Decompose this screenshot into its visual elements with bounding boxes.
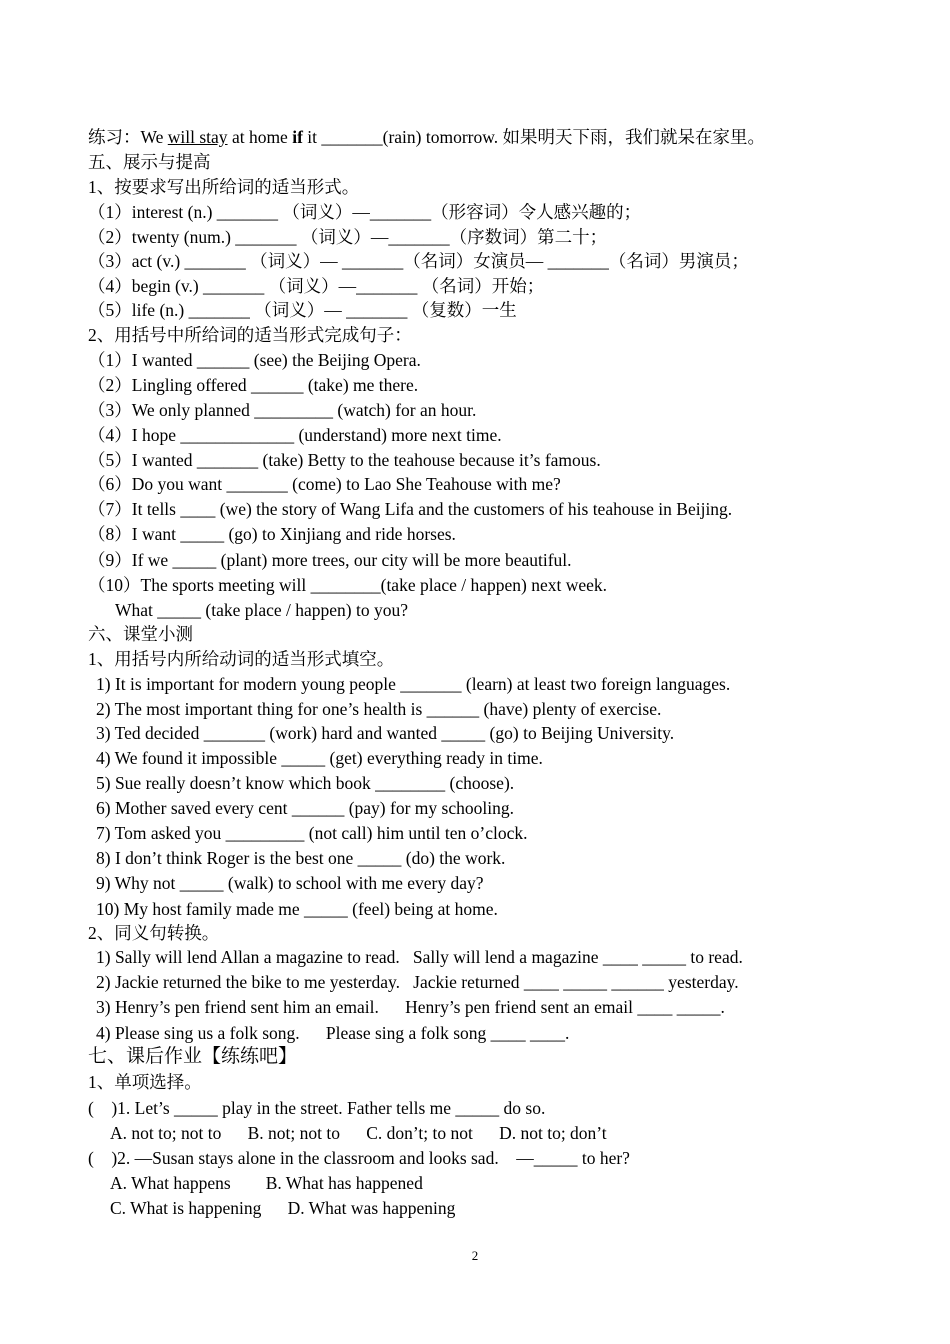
section-7-part-1-title: 1、单项选择。: [88, 1072, 202, 1092]
quiz-item: 7) Tom asked you _________ (not call) him until ten o’clock.: [96, 823, 528, 843]
quiz-item: 3) Ted decided _______ (work) hard and wanted _____ (go) to Beijing University.: [96, 723, 675, 743]
paraphrase-item: 2) Jackie returned the bike to me yesterday. Jackie returned ____ _____ ______ yesterday.: [96, 972, 739, 992]
quiz-item: 5) Sue really doesn’t know which book ________ (choose).: [96, 773, 515, 793]
sentence-item: （8）I want _____ (go) to Xinjiang and ride horses.: [88, 524, 456, 544]
sentence-item: （5）I wanted _______ (take) Betty to the teahouse because it’s famous.: [88, 450, 601, 470]
sentence-item-continued: What _____ (take place / happen) to you?: [115, 600, 409, 620]
sentence-item: （9）If we _____ (plant) more trees, our city will be more beautiful.: [88, 550, 572, 570]
section-6-part-1-title: 1、用括号内所给动词的适当形式填空。: [88, 649, 395, 669]
word-form-item: （1）interest (n.) _______ （词义）—_______（形容词）令人感兴趣的；: [88, 202, 642, 222]
section-5-part-1-title: 1、按要求写出所给词的适当形式。: [88, 177, 360, 197]
sentence-item: （4）I hope _____________ (understand) more next time.: [88, 425, 502, 445]
underlined-will-stay: will stay: [167, 127, 228, 147]
practice-mid: at home: [227, 127, 293, 147]
mc-question-2-options-row-2: C. What is happening D. What was happening: [110, 1198, 456, 1218]
sentence-item: （2）Lingling offered ______ (take) me there.: [88, 375, 419, 395]
mc-question-1-options: A. not to; not to B. not; not to C. don’t; to not D. not to; don’t: [110, 1123, 607, 1143]
quiz-item: 10) My host family made me _____ (feel) being at home.: [96, 899, 498, 919]
word-form-item: （3）act (v.) _______ （词义）— _______（名词）女演员— _______（名词）男演员；: [88, 251, 749, 271]
quiz-item: 8) I don’t think Roger is the best one _____ (do) the work.: [96, 848, 506, 868]
section-5-part-2-title: 2、用括号中所给词的适当形式完成句子：: [88, 325, 412, 345]
word-form-item: （5）life (n.) _______ （词义）— _______ （复数）一生: [88, 300, 517, 320]
mc-question-2-options-row-1: A. What happens B. What has happened: [110, 1173, 423, 1193]
paraphrase-item: 4) Please sing us a folk song. Please sing a folk song ____ ____.: [96, 1023, 570, 1043]
quiz-item: 4) We found it impossible _____ (get) everything ready in time.: [96, 748, 543, 768]
mc-question-1: ( )1. Let’s _____ play in the street. Father tells me _____ do so.: [88, 1098, 546, 1118]
section-7-title: 七、课后作业【练练吧】: [88, 1046, 298, 1067]
quiz-item: 9) Why not _____ (walk) to school with me every day?: [96, 873, 484, 893]
word-form-item: （2）twenty (num.) _______ （词义）—_______（序数词）第二十；: [88, 227, 608, 247]
bold-if: if: [292, 127, 303, 147]
paraphrase-item: 1) Sally will lend Allan a magazine to read. Sally will lend a magazine ____ _____ to read.: [96, 947, 743, 967]
paraphrase-item: 3) Henry’s pen friend sent him an email. Henry’s pen friend sent an email ____ _____.: [96, 997, 725, 1017]
sentence-item: （3）We only planned _________ (watch) for an hour.: [88, 400, 477, 420]
word-form-item: （4）begin (v.) _______ （词义）—_______ （名词）开始；: [88, 276, 545, 296]
quiz-item: 1) It is important for modern young people _______ (learn) at least two foreign languages.: [96, 674, 731, 694]
section-6-part-2-title: 2、同义句转换。: [88, 923, 220, 943]
practice-rest: it _______(rain) tomorrow. 如果明天下雨，我们就呆在家里。: [302, 127, 765, 147]
practice-label: 练习：We: [88, 127, 168, 147]
mc-question-2: ( )2. —Susan stays alone in the classroom and looks sad. —_____ to her?: [88, 1148, 630, 1168]
sentence-item: （7）It tells ____ (we) the story of Wang Lifa and the customers of his teahouse in Beijing.: [88, 499, 733, 519]
sentence-item: （6）Do you want _______ (come) to Lao She Teahouse with me?: [88, 474, 561, 494]
page-number: 2: [471, 1248, 479, 1263]
practice-line: [88, 125, 765, 149]
sentence-item: （1）I wanted ______ (see) the Beijing Opera.: [88, 350, 421, 370]
quiz-item: 2) The most important thing for one’s health is ______ (have) plenty of exercise.: [96, 699, 662, 719]
quiz-item: 6) Mother saved every cent ______ (pay) for my schooling.: [96, 798, 514, 818]
section-6-title: 六、课堂小测: [88, 624, 193, 644]
sentence-item: （10）The sports meeting will ________(take place / happen) next week.: [88, 575, 608, 595]
section-5-title: 五、展示与提高: [88, 152, 211, 172]
